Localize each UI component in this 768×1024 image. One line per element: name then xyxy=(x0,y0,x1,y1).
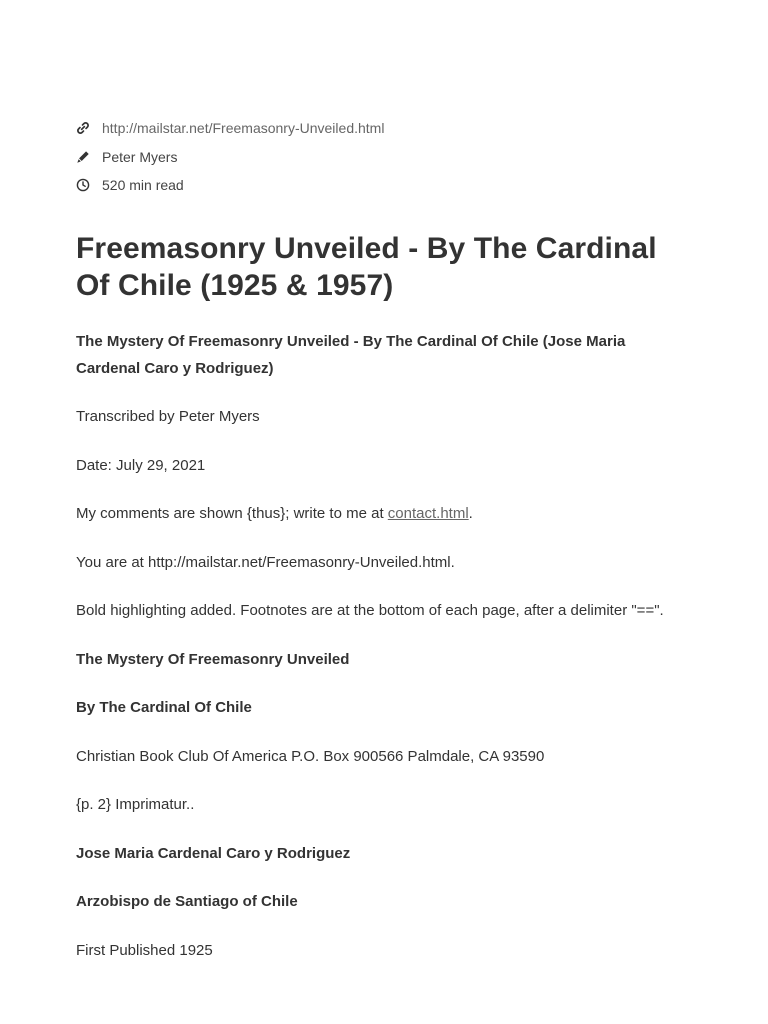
comments-note xyxy=(76,500,692,527)
meta-author-row xyxy=(76,143,692,172)
meta-readtime-row xyxy=(76,171,692,200)
comments-suffix: . xyxy=(468,505,473,522)
article-date: Date: July 29, 2021 xyxy=(76,456,206,474)
clock-icon xyxy=(76,178,90,192)
publisher-info: Christian Book Club Of America P.O. Box 900566 Palmdale, CA 93590 xyxy=(76,747,545,765)
archbishop-title: Arzobispo de Santiago of Chile xyxy=(76,893,298,910)
article-body xyxy=(76,328,692,964)
heading-by-cardinal: By The Cardinal Of Chile xyxy=(76,699,252,716)
first-published: First Published 1925 xyxy=(76,941,213,959)
article-subtitle: The Mystery Of Freemasonry Unveiled - By The Cardinal Of Chile (Jose Maria Cardenal Caro y Rodriguez) xyxy=(76,332,626,377)
page-title: Freemasonry Unveiled - By The Cardinal Of Chile (1925 & 1957) xyxy=(76,231,657,302)
cardinal-name: Jose Maria Cardenal Caro y Rodriguez xyxy=(76,844,351,862)
imprimatur: {p. 2} Imprimatur.. xyxy=(76,796,195,813)
meta-url-row xyxy=(76,114,692,143)
source-url-link[interactable]: http://mailstar.net/Freemasonry-Unveiled.html xyxy=(102,120,385,137)
highlighting-note: Bold highlighting added. Footnotes are at the bottom of each page, after a delimiter "==". xyxy=(76,602,664,619)
pen-icon xyxy=(76,150,90,164)
link-icon xyxy=(76,121,90,135)
author-name: Peter Myers xyxy=(102,148,178,165)
heading-mystery: The Mystery Of Freemasonry Unveiled xyxy=(76,650,350,668)
transcribed-by: Transcribed by Peter Myers xyxy=(76,408,260,425)
location-note: You are at http://mailstar.net/Freemasonry-Unveiled.html. xyxy=(76,553,455,571)
post-meta xyxy=(76,114,692,200)
contact-link[interactable]: contact.html xyxy=(387,505,469,522)
comments-prefix: My comments are shown {thus}; write to me at xyxy=(76,505,388,522)
read-time: 520 min read xyxy=(102,177,184,194)
